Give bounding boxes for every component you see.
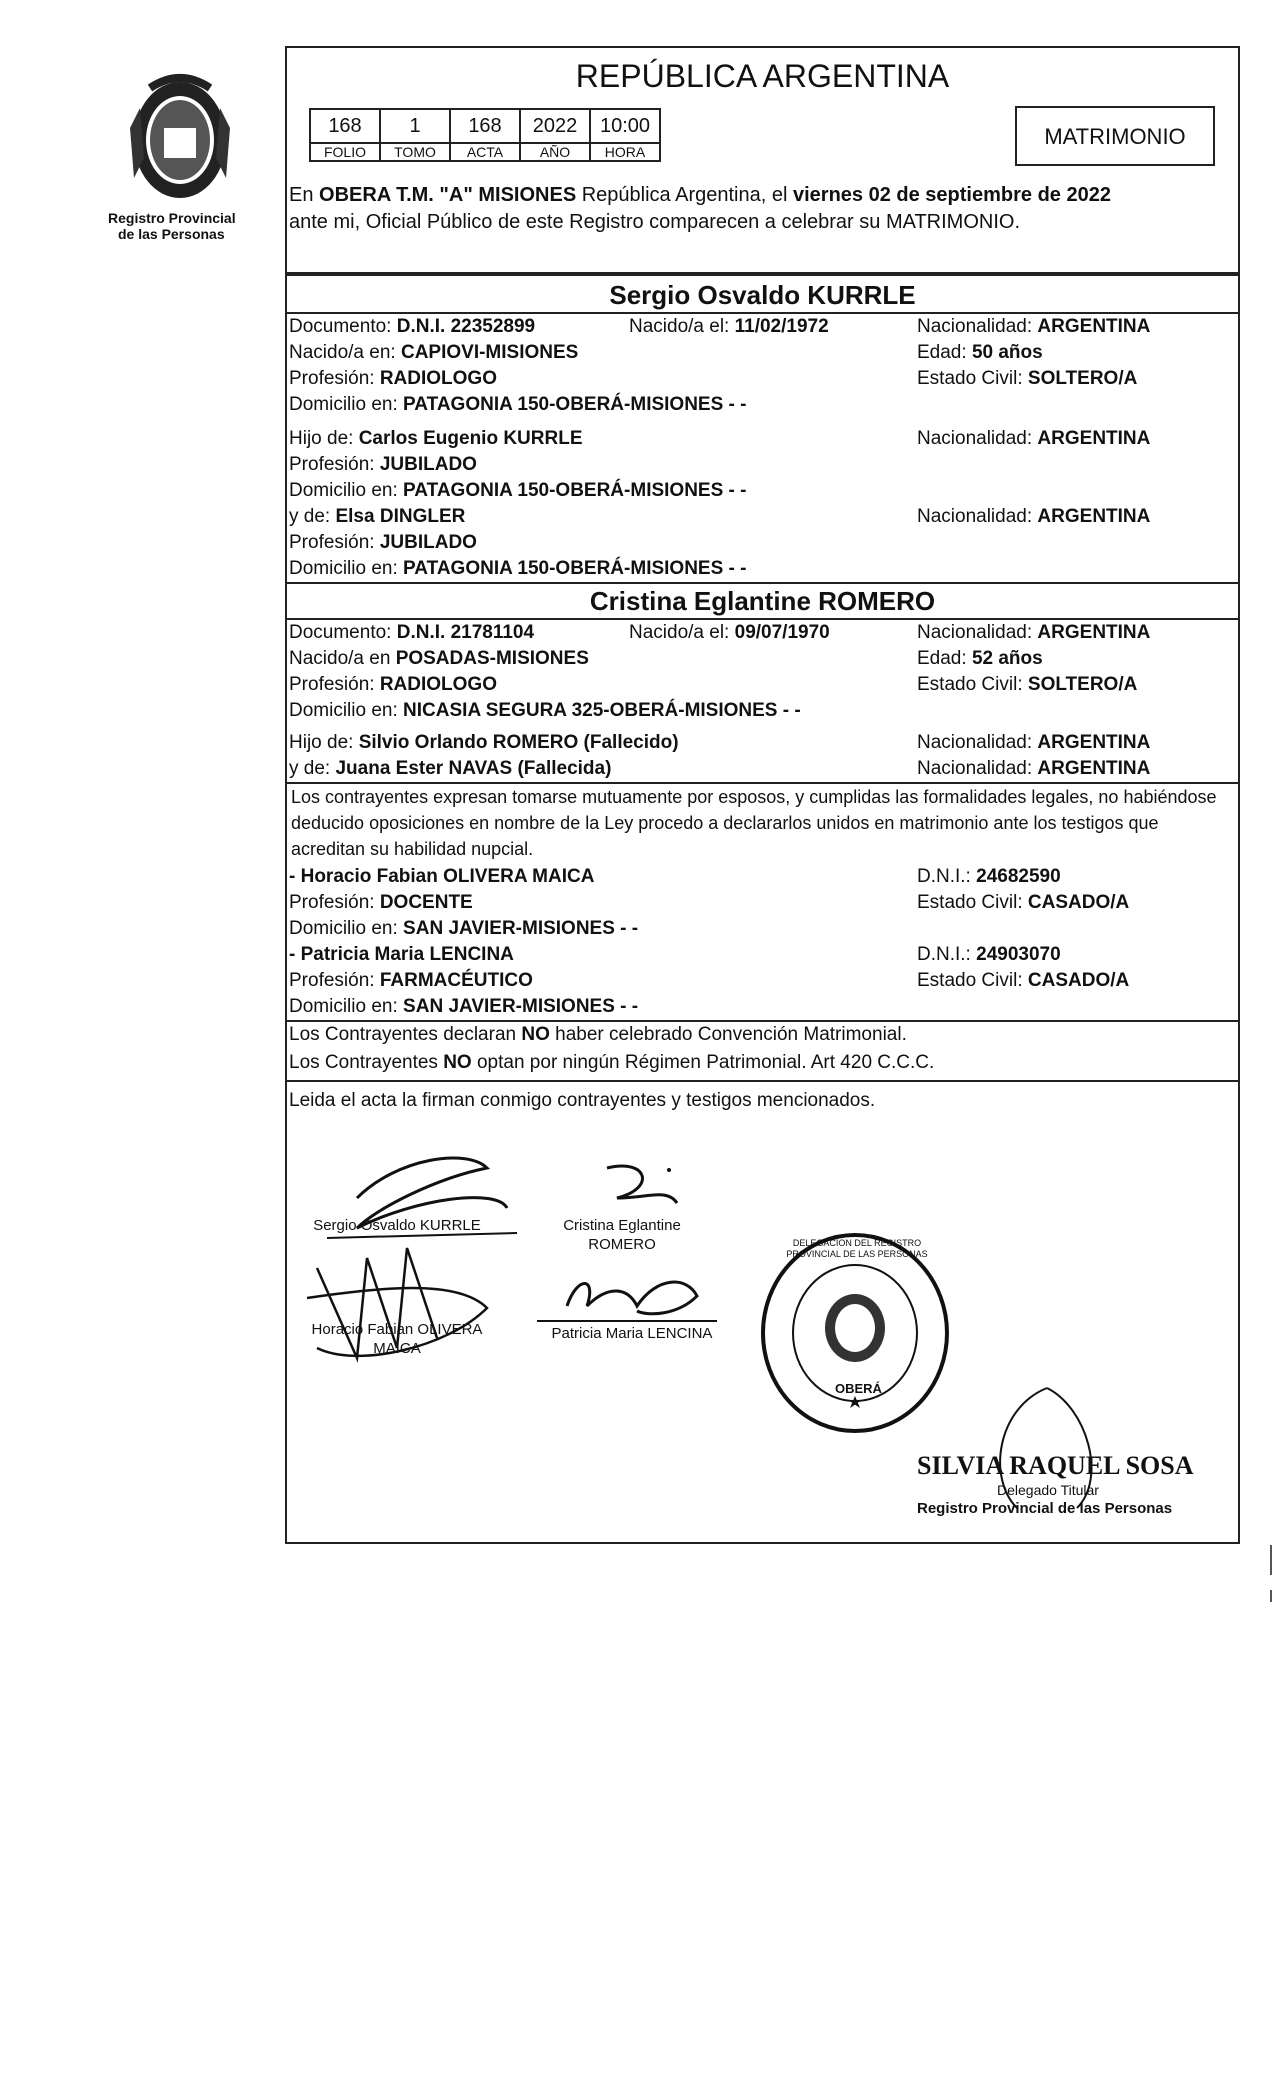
divider: [287, 618, 1238, 620]
anio-value: 2022: [520, 109, 590, 143]
folio-label: FOLIO: [310, 143, 380, 161]
spouse2-nationality: Nacionalidad: ARGENTINA: [917, 622, 1151, 643]
convention-statement: Los Contrayentes declaran NO haber celebrado Convención Matrimonial.: [289, 1024, 907, 1045]
spouse1-profession: Profesión: RADIOLOGO: [289, 368, 497, 389]
spouse2-age: Edad: 52 años: [917, 648, 1043, 669]
declaration-text: Los contrayentes expresan tomarse mutuamente por esposos, y cumplidas las formalidades legales, no habiéndose deducido oposiciones en nombre de la Ley procedo a declararlos unidos en matrimonio ante los testigos que acreditan su habilidad nupcial.: [291, 787, 1217, 859]
anio-label: AÑO: [520, 143, 590, 161]
intro-date: viernes 02 de septiembre de 2022: [793, 184, 1111, 206]
spouse1-name: Sergio Osvaldo KURRLE: [609, 280, 916, 310]
province-emblem: [120, 68, 240, 208]
official-title: Delegado Titular: [997, 1482, 1099, 1498]
spouse2-address: Domicilio en: NICASIA SEGURA 325-OBERÁ-MISIONES - -: [289, 700, 801, 721]
witness2-profession: Profesión: FARMACÉUTICO: [289, 970, 533, 991]
spouse2-father-nationality: Nacionalidad: ARGENTINA: [917, 732, 1151, 753]
sig3-caption: Horacio Fabian OLIVERA MAICA: [311, 1321, 483, 1357]
witness2-dni: D.N.I.: 24903070: [917, 944, 1061, 965]
spouse2-mother: y de: Juana Ester NAVAS (Fallecida): [289, 758, 612, 779]
intro-mid: República Argentina, el: [581, 184, 788, 206]
logo-caption-2: de las Personas: [118, 226, 225, 242]
witness1-dni: D.N.I.: 24682590: [917, 866, 1061, 887]
spouse2-birthplace: Nacido/a en POSADAS-MISIONES: [289, 648, 589, 669]
hora-value: 10:00: [590, 109, 660, 143]
spouse2-birthdate: Nacido/a el: 09/07/1970: [629, 622, 830, 643]
spouse1-birthdate: Nacido/a el: 11/02/1972: [629, 316, 829, 337]
spouse2-civil-status: Estado Civil: SOLTERO/A: [917, 674, 1138, 695]
signature-cristina: [587, 1158, 687, 1218]
folio-value: 168: [310, 109, 380, 143]
spouse1-birthplace: Nacido/a en: CAPIOVI-MISIONES: [289, 342, 579, 363]
official-office: Registro Provincial de las Personas: [917, 1500, 1173, 1517]
divider: [287, 1080, 1238, 1082]
spouse2-father: Hijo de: Silvio Orlando ROMERO (Fallecido): [289, 732, 679, 753]
spouse1-document: Documento: D.N.I. 22352899: [289, 316, 536, 337]
spouse1-mother-address: Domicilio en: PATAGONIA 150-OBERÁ-MISIONES - -: [289, 558, 747, 579]
sig4-caption: Patricia Maria LENCINA: [551, 1325, 713, 1342]
acta-value: 168: [450, 109, 520, 143]
country-title: REPÚBLICA ARGENTINA: [575, 58, 950, 94]
witness2-civil-status: Estado Civil: CASADO/A: [917, 970, 1130, 991]
intro-prefix: En: [289, 184, 314, 206]
closing-statement: Leida el acta la firman conmigo contrayentes y testigos mencionados.: [289, 1090, 876, 1111]
spouse2-name: Cristina Eglantine ROMERO: [589, 586, 936, 616]
spouse1-mother-nationality: Nacionalidad: ARGENTINA: [917, 506, 1151, 527]
stamp-center-text: OBERÁ: [835, 1381, 882, 1396]
intro-line-1: [289, 182, 1111, 208]
regime-statement: Los Contrayentes NO optan por ningún Régimen Patrimonial. Art 420 C.C.C.: [289, 1052, 935, 1073]
registry-table: [309, 108, 661, 162]
sig2-caption: Cristina Eglantine ROMERO: [563, 1217, 681, 1253]
logo-caption-1: Registro Provincial: [108, 210, 236, 226]
tomo-label: TOMO: [380, 143, 450, 161]
spouse2-mother-nationality: Nacionalidad: ARGENTINA: [917, 758, 1151, 779]
intro-place: OBERA T.M. "A" MISIONES: [319, 184, 577, 206]
divider: [287, 312, 1238, 314]
spouse1-mother-profession: Profesión: JUBILADO: [289, 532, 477, 553]
divider: [287, 274, 1238, 276]
hora-label: HORA: [590, 143, 660, 161]
marriage-certificate: [285, 46, 1240, 1544]
official-name: SILVIA RAQUEL SOSA: [917, 1451, 1194, 1480]
margin-mark: [1270, 1545, 1272, 1575]
spouse1-civil-status: Estado Civil: SOLTERO/A: [917, 368, 1138, 389]
signature-patricia: [537, 1266, 717, 1326]
tomo-value: 1: [380, 109, 450, 143]
spouse1-age: Edad: 50 años: [917, 342, 1043, 363]
acta-label: ACTA: [450, 143, 520, 161]
witness1-profession: Profesión: DOCENTE: [289, 892, 473, 913]
intro-line-2: ante mi, Oficial Público de este Registro comparecen a celebrar su MATRIMONIO.: [289, 211, 1021, 233]
spouse1-father-profession: Profesión: JUBILADO: [289, 454, 477, 475]
spouse2-profession: Profesión: RADIOLOGO: [289, 674, 497, 695]
witness1-name: - Horacio Fabian OLIVERA MAICA: [289, 866, 595, 887]
stamp-ring-text: DELEGACION DEL REGISTRO PROVINCIAL DE LAS PERSONAS: [786, 1238, 928, 1259]
witness1-civil-status: Estado Civil: CASADO/A: [917, 892, 1130, 913]
sig1-caption: Sergio Osvaldo KURRLE: [313, 1217, 481, 1234]
spouse1-father: Hijo de: Carlos Eugenio KURRLE: [289, 428, 583, 449]
spouse1-address: Domicilio en: PATAGONIA 150-OBERÁ-MISIONES - -: [289, 394, 747, 415]
divider: [287, 582, 1238, 584]
witness2-name: - Patricia Maria LENCINA: [289, 944, 514, 965]
spouse2-document: Documento: D.N.I. 21781104: [289, 622, 535, 643]
margin-mark: [1270, 1590, 1272, 1602]
witness2-address: Domicilio en: SAN JAVIER-MISIONES - -: [289, 996, 639, 1017]
spouse1-mother: y de: Elsa DINGLER: [289, 506, 466, 527]
spouse1-father-nationality: Nacionalidad: ARGENTINA: [917, 428, 1151, 449]
divider: [287, 1020, 1238, 1022]
witness1-address: Domicilio en: SAN JAVIER-MISIONES - -: [289, 918, 639, 939]
act-type-box: MATRIMONIO: [1015, 106, 1215, 166]
spouse1-nationality: Nacionalidad: ARGENTINA: [917, 316, 1151, 337]
spouse1-father-address: Domicilio en: PATAGONIA 150-OBERÁ-MISIONES - -: [289, 480, 747, 501]
